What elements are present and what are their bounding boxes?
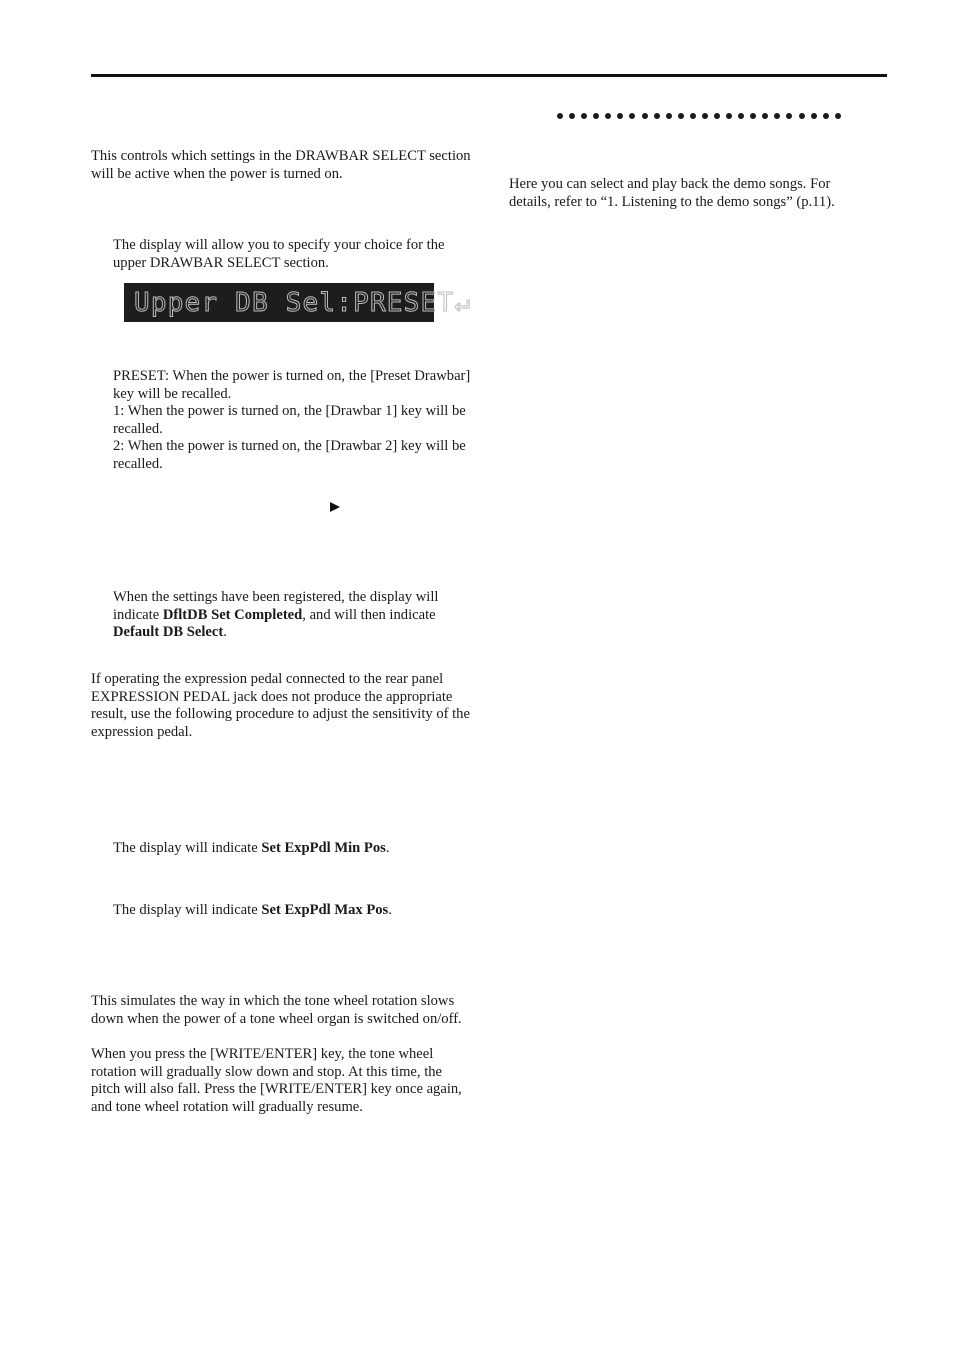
- option-preset: PRESET: When the power is turned on, the [Preset Drawbar] key will be recalled.: [113, 368, 471, 402]
- set-exppdl-min-pos: Set ExpPdl Min Pos: [261, 840, 386, 856]
- right-triangle-icon: [330, 502, 340, 512]
- tonewheel-intro: This simulates the way in which the tone wheel rotation slows down when the power of a tone wheel organ is switched on/off.: [91, 993, 462, 1027]
- section-dot-leader: [557, 110, 841, 122]
- expression-pedal-intro: If operating the expression pedal connected to the rear panel EXPRESSION PEDAL jack does not produce the appropriate result, use the following procedure to adjust the sensitivity of the expression pedal.: [91, 671, 470, 740]
- header-rule: [91, 74, 887, 77]
- set-exppdl-max-pos: Set ExpPdl Max Pos: [261, 902, 389, 918]
- option-drawbar-1: 1: When the power is turned on, the [Drawbar 1] key will be recalled.: [113, 403, 466, 437]
- min-pos-note: The display will indicate Set ExpPdl Min Pos.: [113, 840, 390, 856]
- tonewheel-write-enter: When you press the [WRITE/ENTER] key, the tone wheel rotation will gradually slow down and stop. At this time, the pitch will also fall. Press the [WRITE/ENTER] key once again, and tone wheel rotation will gradually resume.: [91, 1046, 462, 1115]
- default-db-select: Default DB Select: [113, 624, 224, 641]
- settings-registered-note: When the settings have been registered, the display will indicate DfltDB Set Completed, and will then indicate Default DB Select.: [113, 589, 439, 641]
- display-note: The display will allow you to specify your choice for the upper DRAWBAR SELECT section.: [113, 237, 445, 271]
- lcd-text: Upper DB Sel:PRESET↵: [134, 287, 472, 318]
- option-drawbar-2: 2: When the power is turned on, the [Drawbar 2] key will be recalled.: [113, 438, 466, 472]
- dfltdb-set-completed: DfltDB Set Completed: [162, 606, 303, 623]
- max-pos-note: The display will indicate Set ExpPdl Max Pos.: [113, 902, 392, 918]
- lcd-display: [124, 283, 472, 322]
- drawbar-select-intro: This controls which settings in the DRAWBAR SELECT section will be active when the power is turned on.: [91, 148, 471, 182]
- demo-songs-text: Here you can select and play back the demo songs. For details, refer to “1. Listening to the demo songs” (p.11).: [509, 176, 835, 210]
